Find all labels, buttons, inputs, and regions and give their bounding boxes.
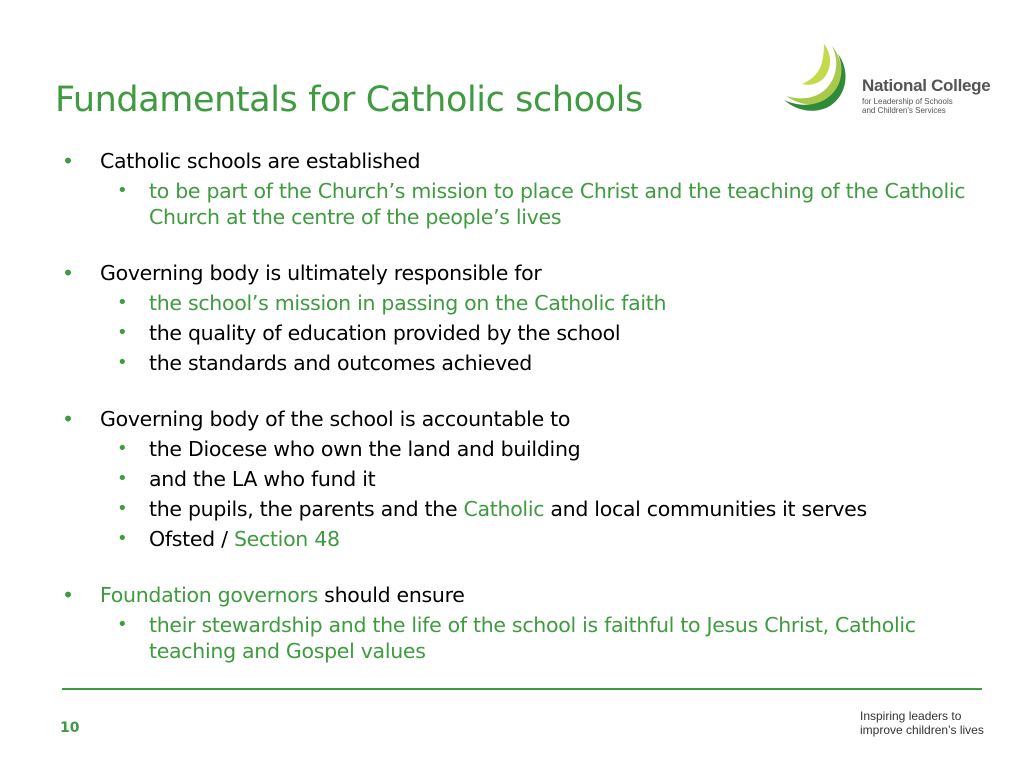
text-segment: and local communities it serves [544,497,867,521]
text-segment: the quality of education provided by the school [149,321,621,345]
logo-subtitle-line-1: for Leadership of Schools [862,97,953,106]
sub-bullet-item [117,612,989,664]
logo-subtitle-line-2: and Children's Services [862,106,946,115]
sub-bullet-item [117,526,989,552]
sub-bullet-item [117,496,989,522]
text-segment: the Diocese who own the land and building [149,437,581,461]
text-segment: Governing body of the school is accountable to [100,407,571,431]
footer-tagline [860,709,990,737]
text-segment: should ensure [317,583,465,607]
sub-bullet-list [100,612,992,664]
sub-bullet-text [149,467,375,491]
sub-bullet-dot-icon: • [117,438,128,459]
sub-bullet-text [149,613,916,663]
bullet-item [62,406,992,552]
logo-name: National College [862,76,991,95]
sub-bullet-dot-icon: • [117,292,128,313]
national-college-logo [780,40,990,120]
bullet-text [100,149,420,173]
sub-bullet-text [149,321,620,345]
sub-bullet-text [149,179,965,229]
bullet-dot-icon: • [62,261,74,285]
tagline-line-2: improve children’s lives [860,723,984,737]
text-segment: the pupils, the parents and the [149,497,464,521]
bullet-text [100,407,570,431]
swoosh-logo-icon [780,40,860,120]
text-segment: Catholic [463,497,545,521]
bullet-text [100,261,542,285]
sub-bullet-text [149,291,666,315]
text-segment: Ofsted / [149,527,234,551]
logo-subtitle [862,97,982,115]
text-segment: Section 48 [233,527,340,551]
sub-bullet-dot-icon: • [117,352,128,373]
bullet-dot-icon: • [62,149,74,173]
footer-divider [62,688,982,690]
sub-bullet-item [117,436,989,462]
text-segment: Governing body is ultimately responsible for [100,261,542,285]
sub-bullet-list [100,290,992,376]
sub-bullet-dot-icon: • [117,498,128,519]
bullet-item [62,260,992,376]
text-segment: and the LA who fund it [149,467,376,491]
text-segment: the standards and outcomes achieved [149,351,532,375]
sub-bullet-list [100,436,992,552]
sub-bullet-dot-icon: • [117,528,128,549]
sub-bullet-item [117,350,989,376]
bullet-item [62,148,992,230]
sub-bullet-text [149,527,340,551]
sub-bullet-dot-icon: • [117,614,128,635]
sub-bullet-dot-icon: • [117,468,128,489]
bullet-list [62,148,992,664]
text-segment: to be part of the Church’s mission to place Christ and the teaching of the Catholic Church at the centre of the people’s lives [149,179,966,229]
sub-bullet-text [149,437,580,461]
sub-bullet-dot-icon: • [117,322,128,343]
bullet-text [100,583,465,607]
page-number: 10 [60,720,80,736]
slide-title: Fundamentals for Catholic schools [55,80,643,120]
text-segment: Catholic schools are established [100,149,421,173]
bullet-item [62,582,992,664]
text-segment: the school’s mission in passing on the Catholic faith [149,291,667,315]
sub-bullet-item [117,178,989,230]
bullet-dot-icon: • [62,407,74,431]
bullet-content [62,144,992,664]
sub-bullet-dot-icon: • [117,180,128,201]
sub-bullet-list [100,178,992,230]
text-segment: Foundation governors [100,583,318,607]
sub-bullet-item [117,320,989,346]
sub-bullet-text [149,351,532,375]
tagline-line-1: Inspiring leaders to [860,709,962,723]
sub-bullet-text [149,497,867,521]
sub-bullet-item [117,290,989,316]
sub-bullet-item [117,466,989,492]
bullet-dot-icon: • [62,583,74,607]
text-segment: their stewardship and the life of the school is faithful to Jesus Christ, Catholic teaching and Gospel values [149,613,916,663]
